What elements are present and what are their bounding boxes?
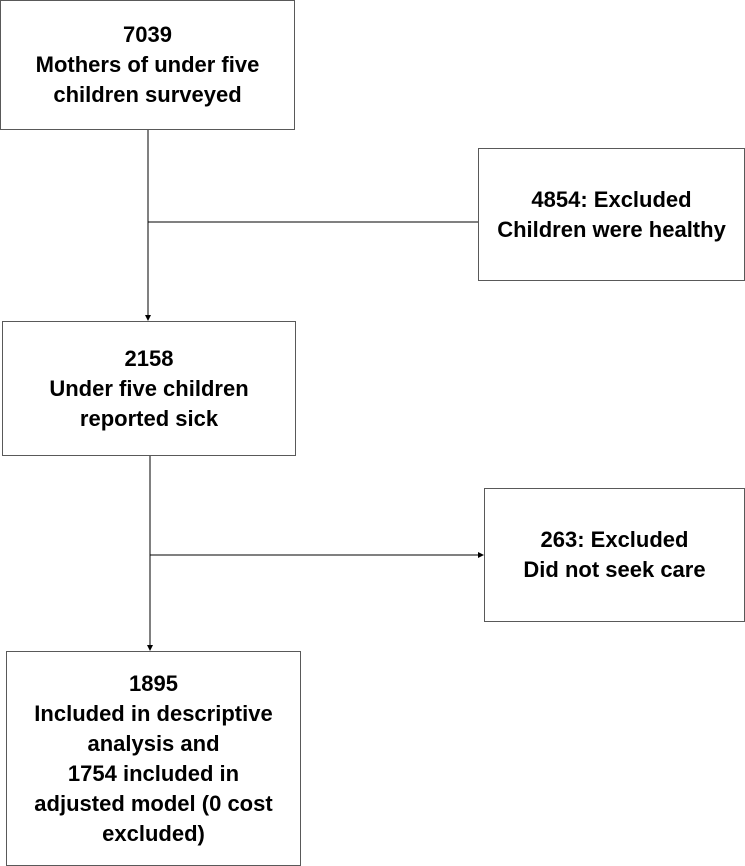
surveyed-line1: Mothers of under five [35,52,260,77]
sick-box [2,321,296,456]
included-line5: excluded) [102,820,205,846]
included-box [6,651,301,866]
excluded-no-care-count: 263: Excluded [540,527,689,552]
excluded-healthy-reason: Children were healthy [497,216,726,242]
excluded-no-care-box [484,488,745,622]
surveyed-line2: children surveyed [53,82,242,107]
sick-line2: reported sick [79,405,219,431]
excluded-healthy-count: 4854: Excluded [531,186,692,212]
included-count: 1895 [129,670,178,696]
excluded-healthy-box [478,148,745,281]
included-line2: analysis and [87,730,220,756]
surveyed-count: 7039 [123,22,172,47]
included-line1: Included in descriptive [34,700,273,726]
included-line3: 1754 included in [67,760,240,786]
sick-count: 2158 [124,345,174,371]
surveyed-box [0,0,295,130]
sick-line1: Under five children [49,375,249,401]
included-line4: adjusted model (0 cost [34,790,273,816]
excluded-no-care-reason: Did not seek care [523,557,706,582]
